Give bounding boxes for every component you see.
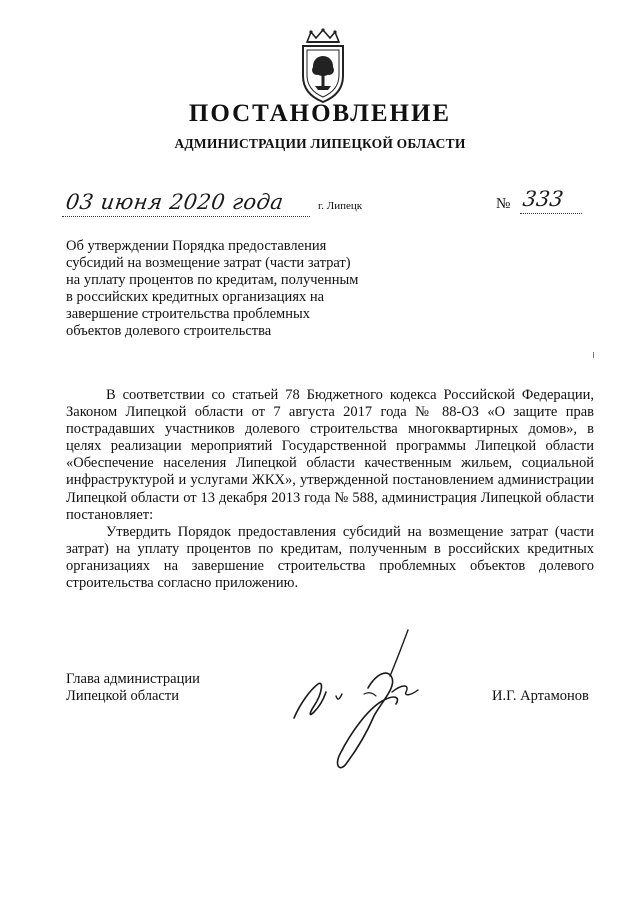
handwritten-date: 03 июня 2020 года <box>64 190 286 214</box>
subject-line: в российских кредитных организациях на <box>66 289 325 305</box>
scan-artifact <box>592 352 595 358</box>
subject-line: субсидий на возмещение затрат (части затрат) <box>66 255 351 271</box>
resolution-line: Утвердить Порядок предоставления субсидий на возмещение затрат (части <box>106 523 594 540</box>
resolution-line: затрат) на уплату процентов по кредитам, полученным в российских кредитных <box>66 540 594 557</box>
subject-line: завершение строительства проблемных <box>66 306 310 322</box>
body-line: Законом Липецкой области от 7 августа 2017 года № 88-ОЗ «О защите прав <box>66 404 594 421</box>
date-underline <box>62 216 310 217</box>
coat-of-arms-icon <box>293 28 353 104</box>
resolution-line: строительства согласно приложению. <box>66 575 299 592</box>
signatory-role-line: Глава администрации <box>66 671 200 687</box>
signatory-role <box>66 671 200 705</box>
body-line: целях реализации мероприятий Государственной программы Липецкой области <box>66 438 594 455</box>
document-body <box>66 387 594 592</box>
city-label: г. Липецк <box>318 200 363 212</box>
issuer-title: АДМИНИСТРАЦИИ ЛИПЕЦКОЙ ОБЛАСТИ <box>174 136 466 151</box>
resolution-line: организациях на завершение строительства проблемных объектов долевого <box>66 557 594 574</box>
number-underline <box>520 213 582 214</box>
signatory-name: И.Г. Артамонов <box>492 688 589 704</box>
document-subject <box>66 238 396 340</box>
body-line: В соответствии со статьей 78 Бюджетного кодекса Российской Федерации, <box>106 387 594 403</box>
body-line: Липецкой области от 13 декабря 2013 года № 588, администрация Липецкой области <box>66 489 594 506</box>
subject-line: Об утверждении Порядка предоставления <box>66 238 327 254</box>
subject-line: объектов долевого строительства <box>66 323 272 339</box>
signatory-role-line: Липецкой области <box>66 688 179 704</box>
document-type-title: ПОСТАНОВЛЕНИЕ <box>188 100 452 127</box>
subject-line: на уплату процентов по кредитам, полученным <box>66 272 359 288</box>
body-line: постановляет: <box>66 506 154 523</box>
handwritten-number: 333 <box>521 187 565 211</box>
handwritten-signature <box>280 626 450 776</box>
number-label: № <box>496 196 511 212</box>
body-line: пострадавших участников долевого строительства многоквартирных домов», в <box>66 421 594 438</box>
body-line: «Обеспечение населения Липецкой области качественным жильем, социальной <box>66 455 594 472</box>
body-line: инфраструктурой и услугами ЖКХ», утвержденной постановлением администрации <box>66 472 594 489</box>
